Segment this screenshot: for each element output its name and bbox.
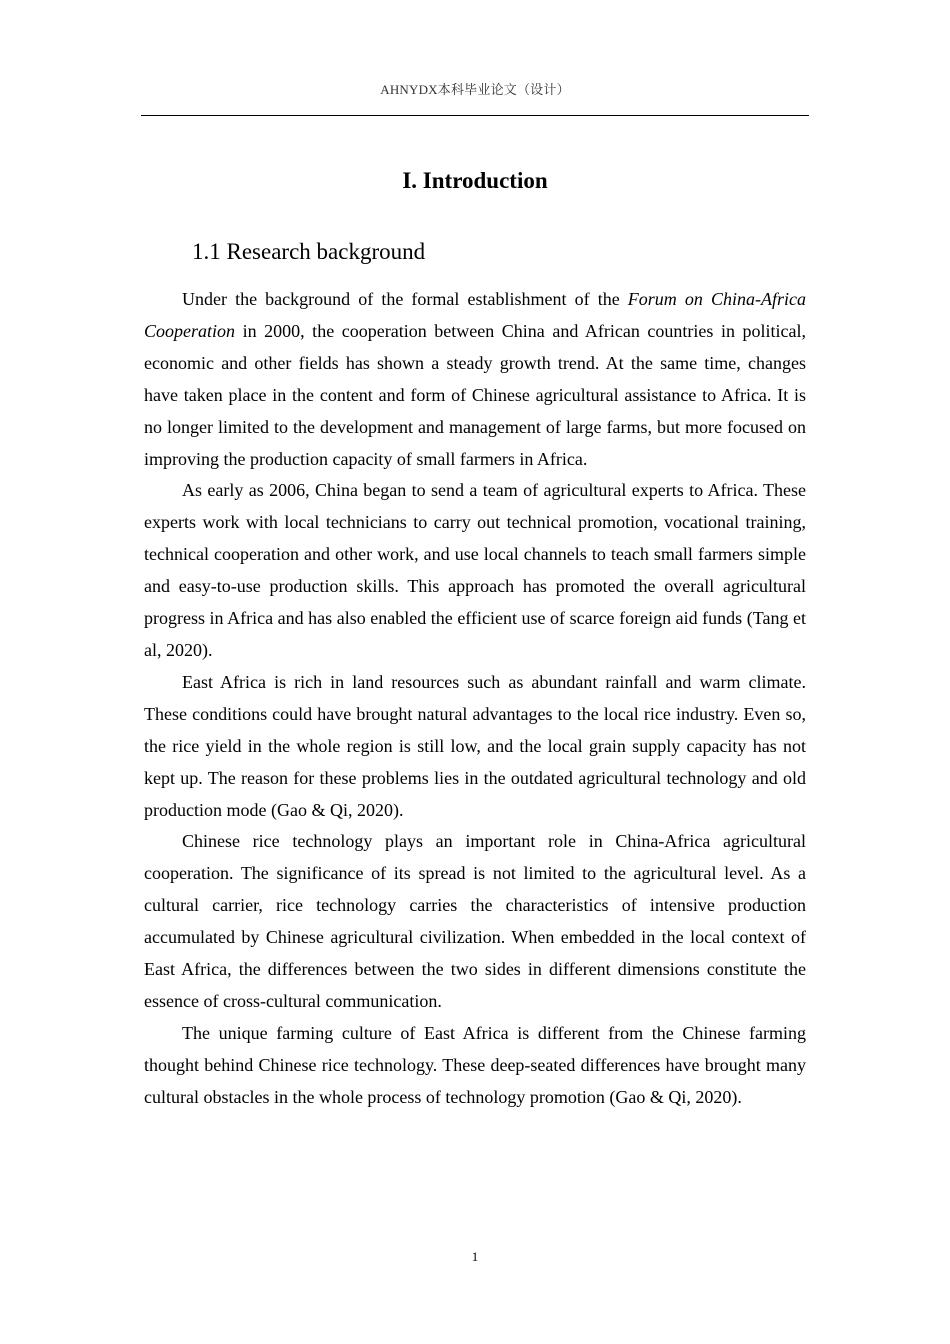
- paragraph-4: Chinese rice technology plays an important role in China-Africa agricultural cooperation. The significance of its spread is not limited to the agricultural level. As a cultural carrier, rice technology carries the characteristics of intensive production accumulated by Chinese agricultural civilization. When embedded in the local context of East Africa, the differences between the two sides in different dimensions constitute the essence of cross-cultural communication.: [144, 831, 806, 1011]
- page-number: 1: [471, 1249, 479, 1264]
- running-header: AHNYDX本科毕业论文（设计）: [380, 82, 570, 97]
- paragraph-5: The unique farming culture of East Africa is different from the Chinese farming thought behind Chinese rice technology. These deep-seated differences have brought many cultural obstacles in the whole process of technology promotion (Gao & Qi, 2020).: [144, 1022, 806, 1107]
- body-text: [144, 284, 806, 1114]
- section-heading: 1.1 Research background: [192, 239, 426, 264]
- paragraph-1-part-b: in 2000, the cooperation between China and African countries in political, economic and other fields has shown a steady growth trend. At the same time, changes have taken place in the content and form of Chinese agricultural assistance to Africa. It is no longer limited to the development and management of large farms, but more focused on improving the production capacity of small farmers in Africa.: [144, 320, 806, 469]
- paragraph-2: As early as 2006, China began to send a team of agricultural experts to Africa. These experts work with local technicians to carry out technical promotion, vocational training, technical cooperation and other work, and use local channels to teach small farmers simple and easy-to-use production skills. This approach has promoted the overall agricultural progress in Africa and has also enabled the efficient use of scarce foreign aid funds (Tang et al, 2020).: [144, 480, 806, 660]
- paragraph-1: [144, 284, 806, 475]
- chapter-title: I. Introduction: [402, 168, 548, 193]
- paragraph-3: East Africa is rich in land resources such as abundant rainfall and warm climate. These conditions could have brought natural advantages to the local rice industry. Even so, the rice yield in the whole region is still low, and the local grain supply capacity has not kept up. The reason for these problems lies in the outdated agricultural technology and old production mode (Gao & Qi, 2020).: [144, 671, 806, 820]
- forum-title-italic: Forum on China-Africa Cooperation: [144, 289, 806, 341]
- header-rule: [141, 115, 809, 116]
- paragraph-1-part-a: Under the background of the formal establishment of the: [182, 289, 628, 309]
